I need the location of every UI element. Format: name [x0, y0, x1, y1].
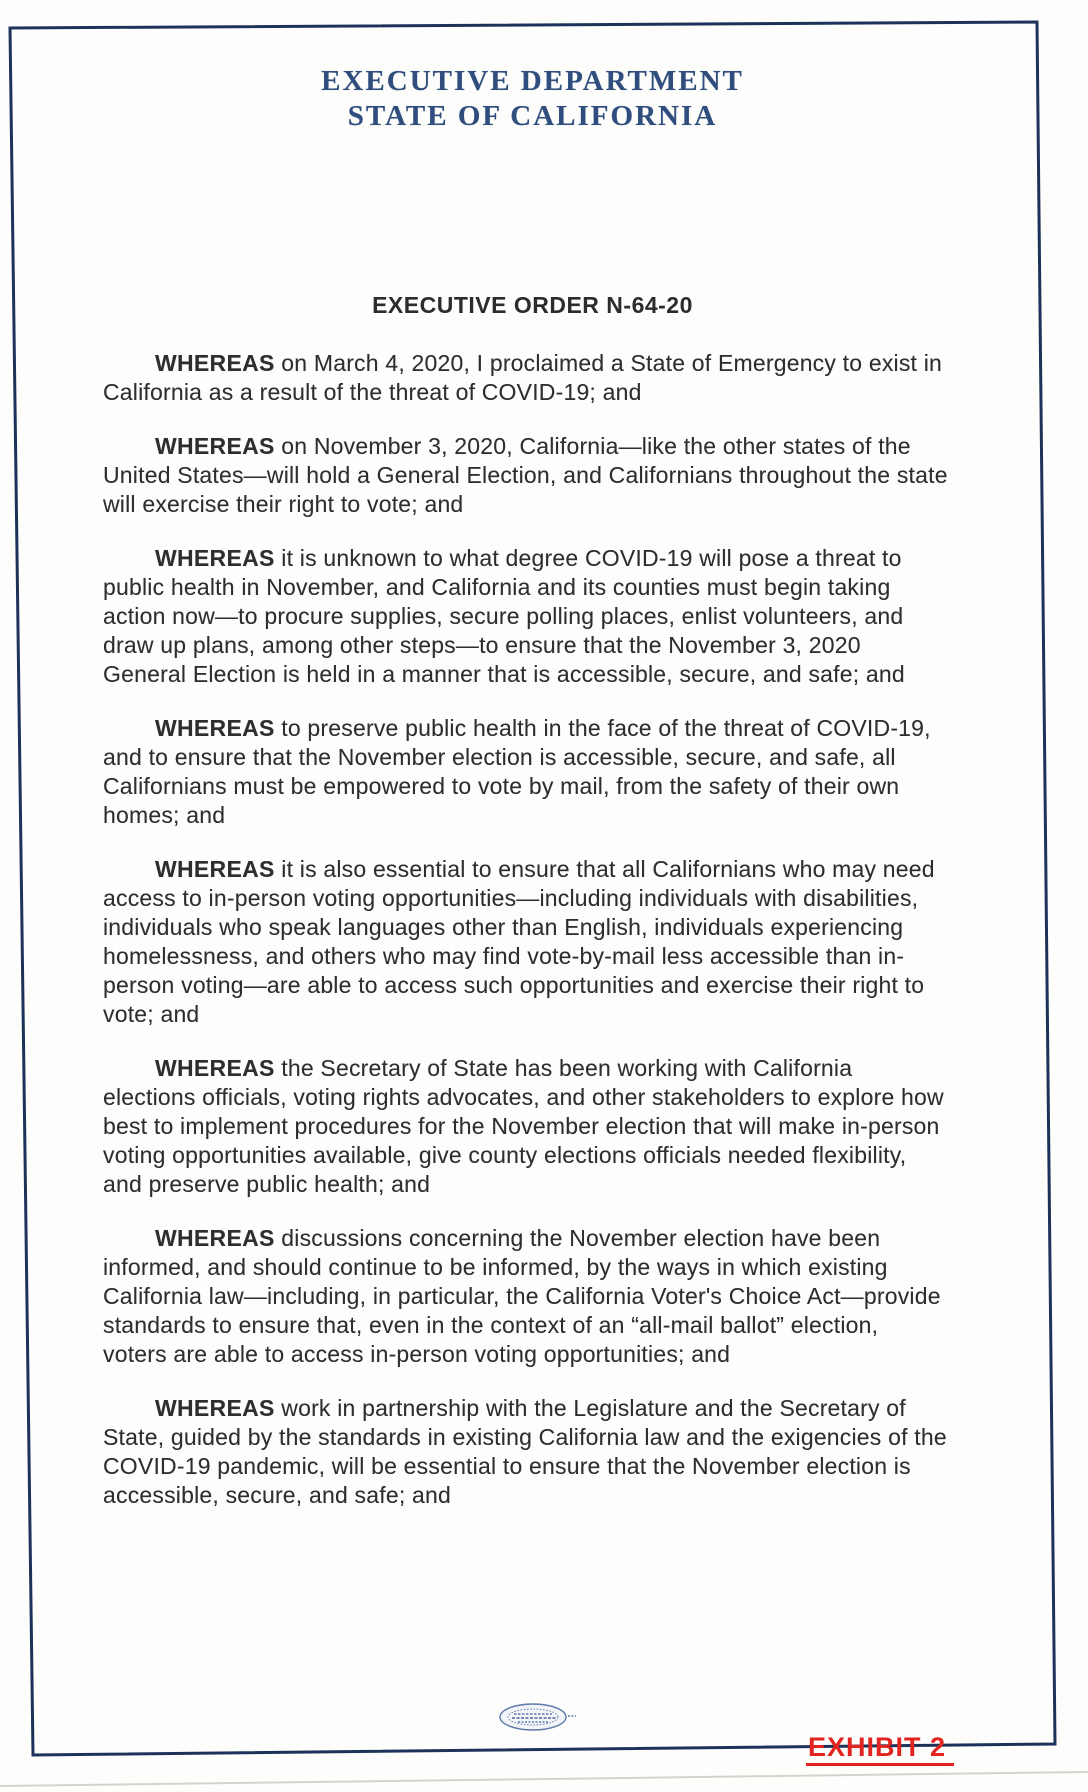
paper-scan-edge: [0, 1772, 1088, 1786]
whereas-paragraph: [103, 1054, 948, 1199]
order-title: EXECUTIVE ORDER N-64-20: [372, 292, 693, 318]
whereas-lead: WHEREAS: [155, 1225, 275, 1251]
whereas-paragraph: [103, 1224, 948, 1369]
paragraph-text: discussions concerning the November election have been informed, and should continue to be informed, by the ways in which existing California law—including, in particular, the California Voter's Choice Act—provide standards to ensure that, even in the context of an “all-mail ballot” election, voters are able to access in-person voting opportunities; and: [103, 1225, 941, 1367]
whereas-paragraph: [103, 714, 948, 830]
whereas-lead: WHEREAS: [155, 433, 275, 459]
whereas-paragraph: [103, 544, 948, 689]
seal-outer-ring: [500, 1704, 566, 1730]
whereas-lead: WHEREAS: [155, 856, 275, 882]
whereas-lead: WHEREAS: [155, 350, 275, 376]
whereas-lead: WHEREAS: [155, 1395, 275, 1421]
document-header: [10, 64, 1055, 134]
whereas-lead: WHEREAS: [155, 715, 275, 741]
whereas-paragraph: [103, 432, 948, 519]
whereas-paragraph: [103, 1394, 948, 1510]
order-body: [103, 349, 948, 1535]
seal-inner-ring: [508, 1709, 558, 1725]
paragraph-text: on March 4, 2020, I proclaimed a State of Emergency to exist in California as a result of the threat of COVID-19; and: [103, 350, 943, 405]
paragraph-text: on November 3, 2020, California—like the other states of the United States—will hold a General Election, and Californians throughout the state will exercise their right to vote; and: [103, 433, 948, 517]
paragraph-text: to preserve public health in the face of the threat of COVID-19, and to ensure that the November election is accessible, secure, and safe, all Californians must be empowered to vote by mail, from the safety of their own homes; and: [103, 715, 931, 828]
paragraph-text: it is unknown to what degree COVID-19 will pose a threat to public health in November, and California and its counties must begin taking action now—to procure supplies, secure polling places, enlist volunteers, and draw up plans, among other steps—to ensure that the November 3, 2020 General Election is held in a manner that is accessible, secure, and safe; and: [103, 545, 905, 687]
header-state-line: STATE OF CALIFORNIA: [347, 100, 718, 132]
whereas-lead: WHEREAS: [155, 545, 275, 571]
paragraph-text: the Secretary of State has been working with California elections officials, voting rights advocates, and other stakeholders to explore how best to implement procedures for the November election that will make in-person voting opportunities available, give county elections officials needed flexibility, and preserve public health; and: [103, 1055, 944, 1197]
exhibit-stamp: EXHIBIT 2: [806, 1732, 954, 1766]
header-department-line: EXECUTIVE DEPARTMENT: [321, 65, 744, 97]
whereas-paragraph: [103, 349, 948, 407]
paragraph-text: work in partnership with the Legislature and the Secretary of State, guided by the standards in existing California law and the exigencies of the COVID-19 pandemic, will be essential to ensure that the November election is accessible, secure, and safe; and: [103, 1395, 947, 1508]
whereas-paragraph: [103, 855, 948, 1029]
state-seal-stamp: [500, 1704, 576, 1730]
whereas-lead: WHEREAS: [155, 1055, 275, 1081]
paragraph-text: it is also essential to ensure that all Californians who may need access to in-person voting opportunities—including individuals with disabilities, individuals who speak languages other than English, individuals experiencing homelessness, and others who may find vote-by-mail less accessible than in-person voting—are able to access such opportunities and exercise their right to vote; and: [103, 856, 935, 1027]
